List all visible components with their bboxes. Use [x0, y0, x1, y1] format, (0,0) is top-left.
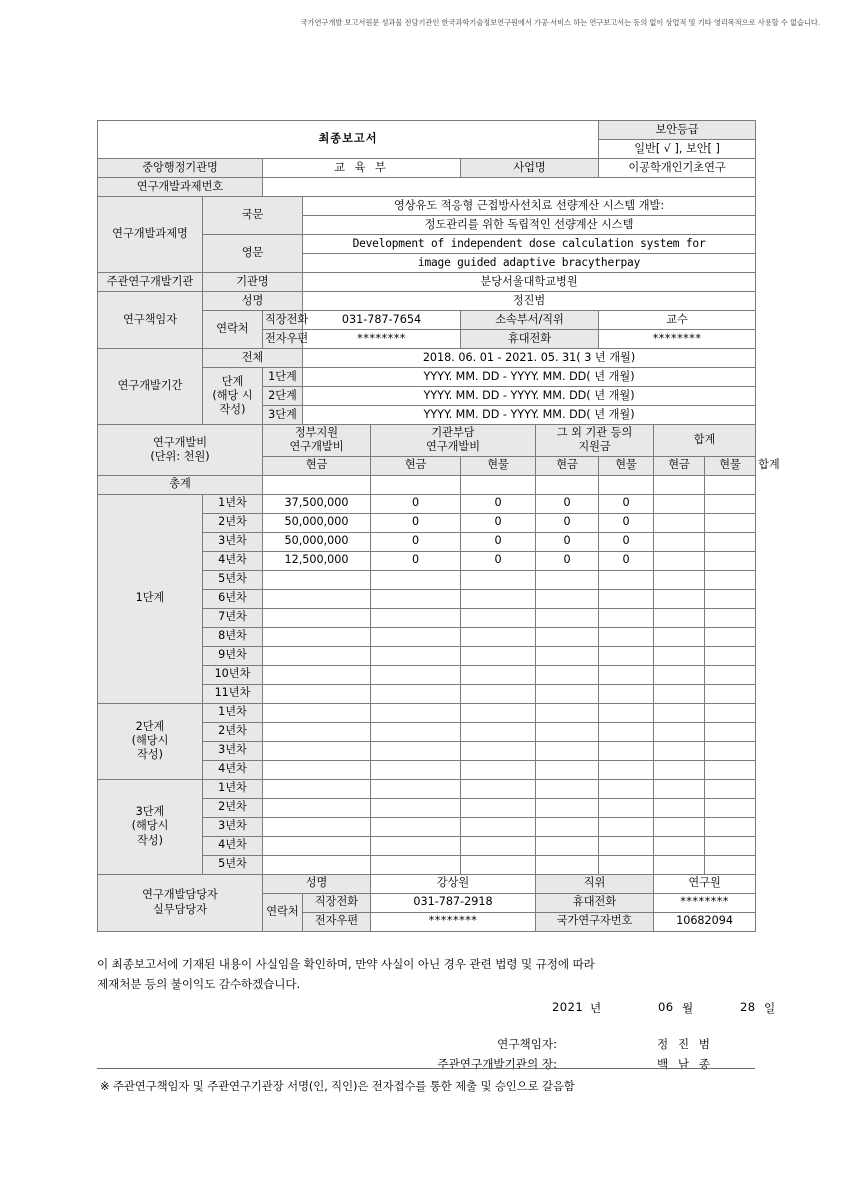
budget-total-cell-0[interactable]	[263, 475, 371, 494]
budget-stage3-4-2[interactable]	[461, 855, 536, 874]
date-year-unit: 년	[590, 1001, 602, 1015]
budget-stage1-year-9: 10년차	[203, 665, 263, 684]
budget-stage1-7-1[interactable]	[371, 627, 461, 646]
budget-stage1-3-0[interactable]: 12,500,000	[263, 551, 371, 570]
budget-stage3-3-1[interactable]	[371, 836, 461, 855]
budget-stage2-year-2: 3년차	[203, 741, 263, 760]
budget-stage3-label	[98, 779, 203, 874]
project-title-label: 연구개발과제명	[98, 197, 203, 273]
budget-stage1-7-0[interactable]	[263, 627, 371, 646]
budget-stage2-label-line1: 2단계	[135, 719, 165, 733]
budget-stage1-9-6[interactable]	[705, 665, 756, 684]
period-stage2-label: 2단계	[263, 387, 303, 406]
budget-stage3-2-5[interactable]	[654, 817, 705, 836]
budget-stage1-1-4[interactable]: 0	[599, 513, 654, 532]
budget-stage2-0-4[interactable]	[599, 703, 654, 722]
budget-stage1-4-2[interactable]	[461, 570, 536, 589]
budget-stage1-4-5[interactable]	[654, 570, 705, 589]
leader-contact-label: 연락처	[203, 311, 263, 349]
budget-stage3-1-1[interactable]	[371, 798, 461, 817]
budget-stage2-3-3[interactable]	[536, 760, 599, 779]
signature-label-institution: 주관연구개발기관의 장:	[437, 1057, 557, 1071]
host-org-row	[98, 273, 756, 292]
budget-stage3-4-4[interactable]	[599, 855, 654, 874]
leader-office-phone-value: 031-787-7654	[303, 311, 461, 330]
manager-position-value: 연구원	[654, 874, 756, 893]
budget-stage1-0-2[interactable]: 0	[461, 494, 536, 513]
budget-stage3-4-3[interactable]	[536, 855, 599, 874]
footnote-text: ※ 주관연구책임자 및 주관연구기관장 서명(인, 직인)은 전자접수를 통한 제출 및 승인으로 갈음함	[100, 1079, 575, 1093]
budget-stage1-9-0[interactable]	[263, 665, 371, 684]
budget-stage3-4-6[interactable]	[705, 855, 756, 874]
project-title-korean-label: 국문	[203, 197, 303, 235]
budget-stage3-year-2: 3년차	[203, 817, 263, 836]
table-row	[98, 494, 756, 513]
budget-stage3-0-6[interactable]	[705, 779, 756, 798]
budget-stage3-3-4[interactable]	[599, 836, 654, 855]
budget-stage1-9-2[interactable]	[461, 665, 536, 684]
budget-subheader-0: 현금	[263, 456, 371, 475]
title-row	[98, 121, 756, 140]
budget-group-sum: 합계	[654, 425, 756, 457]
budget-stage1-1-1[interactable]: 0	[371, 513, 461, 532]
budget-stage1-6-5[interactable]	[654, 608, 705, 627]
signature-label-leader: 연구책임자:	[497, 1037, 557, 1051]
budget-stage1-year-6: 7년차	[203, 608, 263, 627]
budget-stage3-label-line3: 작성)	[137, 833, 163, 847]
budget-stage2-2-6[interactable]	[705, 741, 756, 760]
budget-stage2-0-2[interactable]	[461, 703, 536, 722]
leader-name-row	[98, 292, 756, 311]
signature-name-leader: 정 진 범	[657, 1037, 713, 1051]
period-stage1-label: 1단계	[263, 368, 303, 387]
period-stage1-value: YYYY. MM. DD - YYYY. MM. DD( 년 개월)	[303, 368, 756, 387]
date-month-unit: 월	[682, 1001, 694, 1015]
budget-subheader-4: 현물	[599, 456, 654, 475]
budget-stage2-1-6[interactable]	[705, 722, 756, 741]
budget-stage1-5-2[interactable]	[461, 589, 536, 608]
budget-stage1-10-1[interactable]	[371, 684, 461, 703]
budget-stage1-10-4[interactable]	[599, 684, 654, 703]
budget-stage1-5-0[interactable]	[263, 589, 371, 608]
budget-stage3-0-3[interactable]	[536, 779, 599, 798]
budget-stage1-0-4[interactable]: 0	[599, 494, 654, 513]
project-title-english-line1: Development of independent dose calculation system for	[303, 235, 756, 254]
budget-stage3-0-4[interactable]	[599, 779, 654, 798]
budget-stage1-2-4[interactable]: 0	[599, 532, 654, 551]
budget-stage2-label-line2: (해당시	[131, 733, 169, 747]
project-number-label: 연구개발과제번호	[98, 178, 263, 197]
budget-stage1-2-0[interactable]: 50,000,000	[263, 532, 371, 551]
budget-stage1-8-4[interactable]	[599, 646, 654, 665]
budget-stage1-8-2[interactable]	[461, 646, 536, 665]
budget-stage2-0-0[interactable]	[263, 703, 371, 722]
budget-stage1-9-4[interactable]	[599, 665, 654, 684]
budget-stage1-10-2[interactable]	[461, 684, 536, 703]
budget-label	[98, 425, 263, 476]
budget-stage1-3-3[interactable]: 0	[536, 551, 599, 570]
date-month: 06	[658, 1000, 674, 1014]
budget-stage1-8-5[interactable]	[654, 646, 705, 665]
budget-stage1-year-5: 6년차	[203, 589, 263, 608]
budget-stage3-4-1[interactable]	[371, 855, 461, 874]
budget-stage1-label: 1단계	[98, 494, 203, 703]
budget-total-label: 총계	[98, 475, 263, 494]
manager-office-phone-label: 직장전화	[303, 893, 371, 912]
budget-stage2-year-3: 4년차	[203, 760, 263, 779]
manager-contact-label: 연락처	[263, 893, 303, 931]
budget-stage1-0-1[interactable]: 0	[371, 494, 461, 513]
manager-name-label: 성명	[263, 874, 371, 893]
budget-stage3-label-line1: 3단계	[135, 805, 165, 819]
budget-stage1-8-3[interactable]	[536, 646, 599, 665]
budget-stage3-3-2[interactable]	[461, 836, 536, 855]
budget-stage1-5-4[interactable]	[599, 589, 654, 608]
budget-stage1-3-5[interactable]	[654, 551, 705, 570]
leader-name-label: 성명	[203, 292, 303, 311]
budget-stage2-2-4[interactable]	[599, 741, 654, 760]
signature-row-institution	[97, 1056, 797, 1076]
budget-stage2-3-5[interactable]	[654, 760, 705, 779]
budget-stage3-label-line2: (해당시	[131, 819, 169, 833]
budget-stage1-10-6[interactable]	[705, 684, 756, 703]
budget-stage1-year-0: 1년차	[203, 494, 263, 513]
budget-stage3-1-5[interactable]	[654, 798, 705, 817]
budget-stage3-year-3: 4년차	[203, 836, 263, 855]
budget-stage1-2-3[interactable]: 0	[536, 532, 599, 551]
budget-stage1-0-6[interactable]	[705, 494, 756, 513]
budget-stage1-2-5[interactable]	[654, 532, 705, 551]
manager-label-line1: 연구개발담당자	[142, 888, 218, 902]
budget-stage1-6-6[interactable]	[705, 608, 756, 627]
budget-subheader-6: 현물	[705, 456, 756, 475]
budget-stage1-year-1: 2년차	[203, 513, 263, 532]
budget-stage2-label-line3: 작성)	[137, 748, 163, 762]
date-day-unit: 일	[764, 1001, 776, 1015]
budget-stage1-10-3[interactable]	[536, 684, 599, 703]
project-number-row	[98, 178, 756, 197]
signature-block	[97, 1036, 797, 1076]
budget-stage1-9-3[interactable]	[536, 665, 599, 684]
table-row	[98, 703, 756, 722]
budget-stage3-2-6[interactable]	[705, 817, 756, 836]
declaration-line1: 이 최종보고서에 기재된 내용이 사실임을 확인하며, 만약 사실이 아닌 경우 관련 법령 및 규정에 따라	[97, 957, 595, 971]
budget-stage3-3-0[interactable]	[263, 836, 371, 855]
budget-stage1-year-2: 3년차	[203, 532, 263, 551]
budget-stage2-1-3[interactable]	[536, 722, 599, 741]
budget-stage3-year-0: 1년차	[203, 779, 263, 798]
budget-stage2-2-3[interactable]	[536, 741, 599, 760]
budget-stage3-3-6[interactable]	[705, 836, 756, 855]
period-total-label: 전체	[203, 349, 303, 368]
budget-stage3-0-0[interactable]	[263, 779, 371, 798]
project-number-value[interactable]	[263, 178, 756, 197]
budget-stage3-2-2[interactable]	[461, 817, 536, 836]
budget-stage1-year-3: 4년차	[203, 551, 263, 570]
budget-stage2-3-1[interactable]	[371, 760, 461, 779]
budget-stage1-4-4[interactable]	[599, 570, 654, 589]
manager-email-value: ********	[371, 912, 536, 931]
budget-stage1-2-2[interactable]: 0	[461, 532, 536, 551]
cover-form	[97, 120, 780, 932]
budget-stage1-8-1[interactable]	[371, 646, 461, 665]
budget-total-cell-6[interactable]	[705, 475, 756, 494]
budget-stage2-1-0[interactable]	[263, 722, 371, 741]
budget-stage2-2-1[interactable]	[371, 741, 461, 760]
budget-stage2-3-4[interactable]	[599, 760, 654, 779]
bottom-divider	[97, 1068, 755, 1069]
cover-form-table	[97, 120, 780, 932]
budget-stage1-3-4[interactable]: 0	[599, 551, 654, 570]
host-org-name-label: 기관명	[203, 273, 303, 292]
budget-stage3-year-4: 5년차	[203, 855, 263, 874]
manager-name-value: 강상원	[371, 874, 536, 893]
budget-stage1-7-3[interactable]	[536, 627, 599, 646]
table-row	[98, 779, 756, 798]
budget-group-gov	[263, 425, 371, 457]
host-org-label: 주관연구개발기관	[98, 273, 203, 292]
budget-stage1-5-1[interactable]	[371, 589, 461, 608]
period-stage2-value: YYYY. MM. DD - YYYY. MM. DD( 년 개월)	[303, 387, 756, 406]
budget-stage1-0-5[interactable]	[654, 494, 705, 513]
budget-stage2-label	[98, 703, 203, 779]
leader-mobile-label: 휴대전화	[461, 330, 599, 349]
budget-subheader-2: 현물	[461, 456, 536, 475]
agency-value: 교 육 부	[263, 159, 461, 178]
budget-stage1-0-0[interactable]: 37,500,000	[263, 494, 371, 513]
budget-stage1-year-4: 5년차	[203, 570, 263, 589]
project-title-korean-row	[98, 197, 756, 216]
budget-stage1-10-0[interactable]	[263, 684, 371, 703]
budget-stage1-3-1[interactable]: 0	[371, 551, 461, 570]
security-grade-value: 일반[ √ ], 보안[ ]	[599, 140, 756, 159]
period-stage3-label: 3단계	[263, 406, 303, 425]
budget-subheader-3: 현금	[536, 456, 599, 475]
leader-mobile-value: ********	[599, 330, 756, 349]
budget-header-row	[98, 425, 756, 457]
budget-stage2-year-1: 2년차	[203, 722, 263, 741]
budget-stage1-3-6[interactable]	[705, 551, 756, 570]
budget-stage2-2-2[interactable]	[461, 741, 536, 760]
budget-stage3-3-5[interactable]	[654, 836, 705, 855]
budget-stage3-4-5[interactable]	[654, 855, 705, 874]
budget-stage1-1-2[interactable]: 0	[461, 513, 536, 532]
manager-label-line2: 실무담당자	[152, 902, 208, 916]
budget-stage1-year-10: 11년차	[203, 684, 263, 703]
budget-stage1-6-0[interactable]	[263, 608, 371, 627]
budget-label-line2: (단위: 천원)	[150, 449, 210, 463]
budget-stage1-7-6[interactable]	[705, 627, 756, 646]
budget-stage1-2-6[interactable]	[705, 532, 756, 551]
budget-stage1-6-1[interactable]	[371, 608, 461, 627]
budget-subheader-1: 현금	[371, 456, 461, 475]
budget-label-line1: 연구개발비	[152, 435, 208, 449]
project-title-korean-line1: 영상유도 적응형 근접방사선치료 선량계산 시스템 개발:	[303, 197, 756, 216]
budget-stage1-6-3[interactable]	[536, 608, 599, 627]
manager-label	[98, 874, 263, 931]
leader-dept-position-value: 교수	[599, 311, 756, 330]
budget-stage2-0-3[interactable]	[536, 703, 599, 722]
budget-stage1-year-7: 8년차	[203, 627, 263, 646]
host-org-name-value: 분당서울대학교병원	[303, 273, 756, 292]
budget-group-other	[536, 425, 654, 457]
agency-label: 중앙행정기관명	[98, 159, 263, 178]
budget-stage1-4-3[interactable]	[536, 570, 599, 589]
budget-stage3-1-2[interactable]	[461, 798, 536, 817]
budget-stage3-0-5[interactable]	[654, 779, 705, 798]
budget-stage1-year-8: 9년차	[203, 646, 263, 665]
budget-stage1-1-5[interactable]	[654, 513, 705, 532]
budget-stage3-2-1[interactable]	[371, 817, 461, 836]
budget-stage3-3-3[interactable]	[536, 836, 599, 855]
budget-stage2-2-5[interactable]	[654, 741, 705, 760]
copyright-notice: 국가연구개발 보고서원문 성과물 전담기관인 한국과학기술정보연구원에서 가공·서비스 하는 연구보고서는 동의 없이 상업적 및 기타 영리목적으로 사용할 수 없습니다.	[300, 18, 820, 27]
budget-stage2-2-0[interactable]	[263, 741, 371, 760]
budget-stage1-2-1[interactable]: 0	[371, 532, 461, 551]
budget-stage3-2-0[interactable]	[263, 817, 371, 836]
period-stage-label-line2: (해당 시 작성)	[212, 388, 253, 417]
budget-stage3-0-1[interactable]	[371, 779, 461, 798]
signature-row-leader	[97, 1036, 797, 1056]
budget-total-cell-1[interactable]	[371, 475, 461, 494]
leader-email-value: ********	[303, 330, 461, 349]
budget-stage1-5-6[interactable]	[705, 589, 756, 608]
period-stage-label	[203, 368, 263, 425]
period-label: 연구개발기간	[98, 349, 203, 425]
project-title-english-label: 영문	[203, 235, 303, 273]
budget-stage3-0-2[interactable]	[461, 779, 536, 798]
budget-stage3-1-6[interactable]	[705, 798, 756, 817]
budget-stage2-0-6[interactable]	[705, 703, 756, 722]
program-label: 사업명	[461, 159, 599, 178]
agency-row	[98, 159, 756, 178]
budget-stage1-6-2[interactable]	[461, 608, 536, 627]
manager-mobile-value: ********	[654, 893, 756, 912]
budget-stage2-0-5[interactable]	[654, 703, 705, 722]
budget-stage1-7-4[interactable]	[599, 627, 654, 646]
leader-name-value: 정진범	[303, 292, 756, 311]
budget-stage1-5-5[interactable]	[654, 589, 705, 608]
manager-office-phone-value: 031-787-2918	[371, 893, 536, 912]
date-day: 28	[740, 1000, 756, 1014]
signature-name-institution: 백 남 종	[657, 1057, 713, 1071]
budget-subheader-5: 현금	[654, 456, 705, 475]
budget-stage3-2-3[interactable]	[536, 817, 599, 836]
budget-total-cell-5[interactable]	[654, 475, 705, 494]
budget-stage3-2-4[interactable]	[599, 817, 654, 836]
budget-stage2-0-1[interactable]	[371, 703, 461, 722]
budget-stage1-9-1[interactable]	[371, 665, 461, 684]
leader-label: 연구책임자	[98, 292, 203, 349]
period-total-value: 2018. 06. 01 - 2021. 05. 31( 3 년 개월)	[303, 349, 756, 368]
budget-stage2-3-6[interactable]	[705, 760, 756, 779]
budget-subheader-row: 현금 현금 현물 현금 현물 현금 현물 합계	[98, 456, 756, 475]
manager-researcher-id-label: 국가연구자번호	[536, 912, 654, 931]
budget-stage1-9-5[interactable]	[654, 665, 705, 684]
budget-stage1-6-4[interactable]	[599, 608, 654, 627]
budget-stage2-3-2[interactable]	[461, 760, 536, 779]
budget-stage2-3-0[interactable]	[263, 760, 371, 779]
page-title: 최종보고서	[98, 121, 599, 159]
budget-stage1-8-6[interactable]	[705, 646, 756, 665]
budget-stage3-1-4[interactable]	[599, 798, 654, 817]
leader-office-phone-label: 직장전화	[263, 311, 303, 330]
project-title-english-line2: image guided adaptive bracytherpay	[303, 254, 756, 273]
budget-stage3-year-1: 2년차	[203, 798, 263, 817]
budget-stage1-5-3[interactable]	[536, 589, 599, 608]
budget-stage1-1-6[interactable]	[705, 513, 756, 532]
budget-stage1-1-0[interactable]: 50,000,000	[263, 513, 371, 532]
budget-stage2-1-2[interactable]	[461, 722, 536, 741]
period-stage3-value: YYYY. MM. DD - YYYY. MM. DD( 년 개월)	[303, 406, 756, 425]
budget-stage1-1-3[interactable]: 0	[536, 513, 599, 532]
budget-total-cell-4[interactable]	[599, 475, 654, 494]
budget-stage2-year-0: 1년차	[203, 703, 263, 722]
budget-stage1-4-0[interactable]	[263, 570, 371, 589]
budget-group-org-line1: 기관부담	[431, 426, 475, 439]
leader-dept-position-label: 소속부서/직위	[461, 311, 599, 330]
manager-researcher-id-value: 10682094	[654, 912, 756, 931]
budget-stage2-1-4[interactable]	[599, 722, 654, 741]
declaration-text	[97, 955, 759, 995]
program-value: 이공학개인기초연구	[599, 159, 756, 178]
budget-group-other-line2: 지원금	[578, 440, 611, 454]
manager-name-row	[98, 874, 756, 893]
budget-group-org	[371, 425, 536, 457]
budget-group-gov-line2: 연구개발비	[289, 440, 344, 454]
period-stage-label-line1: 단계	[221, 374, 244, 388]
period-total-row	[98, 349, 756, 368]
budget-total-cell-2[interactable]	[461, 475, 536, 494]
budget-total-row	[98, 475, 756, 494]
budget-stage2-1-5[interactable]	[654, 722, 705, 741]
budget-stage1-10-5[interactable]	[654, 684, 705, 703]
budget-group-gov-line1: 정부지원	[294, 426, 339, 439]
budget-stage1-3-2[interactable]: 0	[461, 551, 536, 570]
budget-stage3-1-3[interactable]	[536, 798, 599, 817]
budget-stage1-0-3[interactable]: 0	[536, 494, 599, 513]
budget-group-other-line1: 그 외 기관 등의	[556, 426, 633, 439]
manager-mobile-label: 휴대전화	[536, 893, 654, 912]
budget-total-cell-3[interactable]	[536, 475, 599, 494]
declaration-line2: 제재처분 등의 불이익도 감수하겠습니다.	[97, 976, 301, 991]
project-title-korean-line2: 정도관리를 위한 독립적인 선량계산 시스템	[303, 216, 756, 235]
budget-stage3-1-0[interactable]	[263, 798, 371, 817]
budget-stage1-4-1[interactable]	[371, 570, 461, 589]
manager-position-label: 직위	[536, 874, 654, 893]
budget-group-org-line2: 연구개발비	[425, 440, 481, 454]
date-year: 2021	[552, 1000, 584, 1014]
budget-stage1-4-6[interactable]	[705, 570, 756, 589]
manager-email-label: 전자우편	[303, 912, 371, 931]
security-grade-label: 보안등급	[599, 121, 756, 140]
leader-email-label: 전자우편	[263, 330, 303, 349]
budget-stage1-8-0[interactable]	[263, 646, 371, 665]
budget-stage1-7-5[interactable]	[654, 627, 705, 646]
budget-stage3-4-0[interactable]	[263, 855, 371, 874]
budget-stage1-7-2[interactable]	[461, 627, 536, 646]
budget-stage2-1-1[interactable]	[371, 722, 461, 741]
